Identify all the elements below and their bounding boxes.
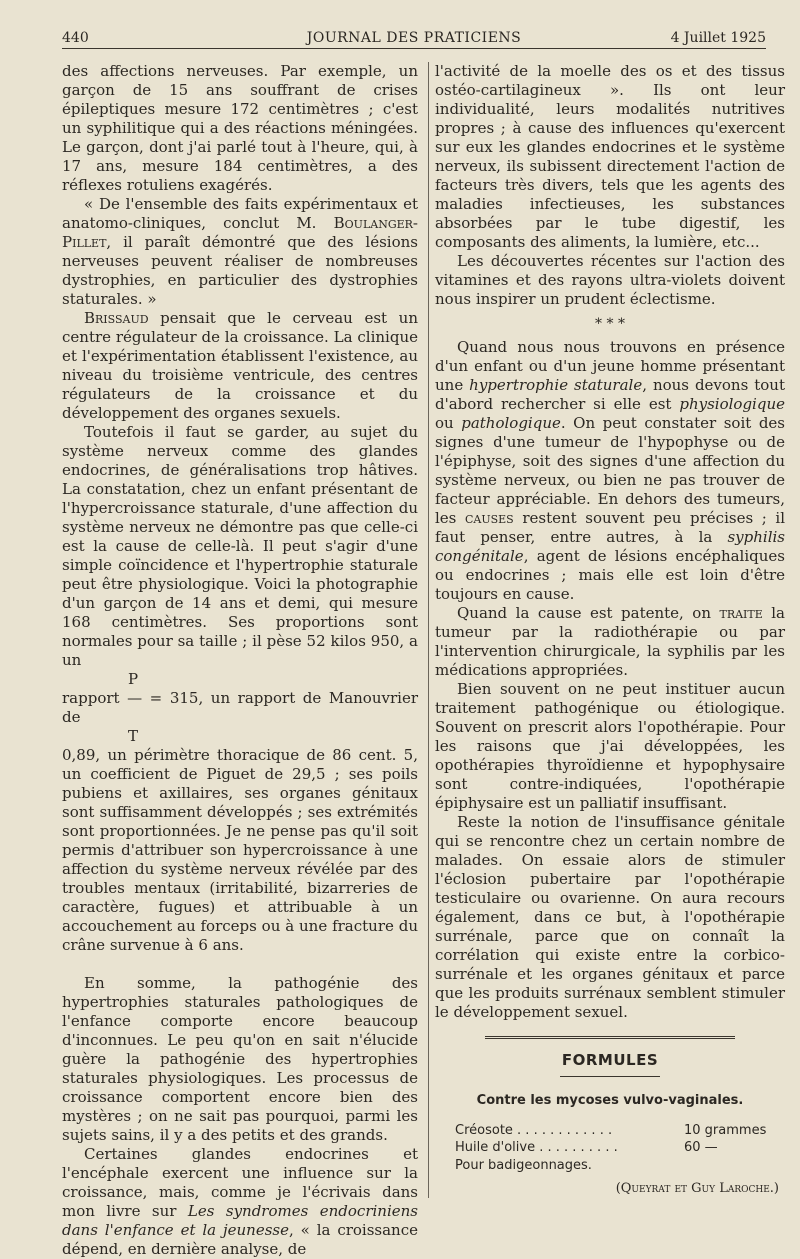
divider xyxy=(485,1036,735,1039)
paragraph: Certaines glandes endocrines et l'encéphale exercent une influence sur la croissance, mais, comme je l'écrivais dans mon livre sur Les syndromes endocriniens dans l'enfance et la jeunesse, « la croissance dépend, en dernière analyse, de xyxy=(62,1145,418,1258)
left-column xyxy=(62,62,418,1259)
signature: (Queyrat et Guy Laroche.) xyxy=(615,1181,779,1196)
author-name: Boulanger-Pillet xyxy=(62,214,418,251)
paragraph: Toutefois il faut se garder, au sujet du système nerveux comme des glandes endocrines, de généralisations trop hâtives. La constatation, chez un enfant présentant de l'hypercroissance staturale, d'une affection du système nerveux ne démontre pas que celle-ci est la cause de celle-là. Il peut s'agir d'une simple coïncidence et l'hypertrophie staturale peut être physiologique. Voici la photographie d'un garçon de 14 ans et demi, qui mesure 168 centimètres. Ses proportions sont normales pour sa taille ; il pèse 52 kilos 950, a un xyxy=(62,423,418,669)
paragraph: Quand nous nous trouvons en présence d'un enfant ou d'un jeune homme présentant une hypertrophie staturale, nous devons tout d'abord rechercher si elle est physiologique ou pathologique. On peut constater soit des signes d'une tumeur de l'hypophyse ou de l'épiphyse, soit des signes d'une affection du système nerveux, ou bien ne pas trouver de facteur appréciable. En dehors des tumeurs, les causes restent souvent peu précises ; il faut penser, entre autres, à la syphilis congénitale, agent de lésions encéphaliques ou endocrines ; mais elle est loin d'être toujours en cause. xyxy=(435,338,785,603)
divider xyxy=(560,1076,660,1077)
author-name: Brissaud xyxy=(84,309,149,327)
fraction-denominator: T xyxy=(128,727,139,745)
ratio-formula xyxy=(62,670,418,746)
paragraph: Les découvertes récentes sur l'action des vitamines et des rayons ultra-violets doivent nous inspirer un prudent éclectisme. xyxy=(435,252,785,308)
recipe-line: Huile d'olive . . . . . . . . . . 60 — xyxy=(455,1140,718,1155)
paragraph: Brissaud pensait que le cerveau est un centre régulateur de la croissance. La clinique et l'expérimentation établissent l'existence, au niveau du troisième ventricule, des centres régulateurs de la croissance et du développement des organes sexuels. xyxy=(62,309,418,422)
paragraph: Quand la cause est patente, on traite la tumeur par la radiothérapie ou par l'intervention chirurgicale, la syphilis par les médications appropriées. xyxy=(435,604,785,679)
page-number: 440 xyxy=(62,30,89,46)
paragraph: des affections nerveuses. Par exemple, un garçon de 15 ans souffrant de crises épileptiques mesure 172 centimètres ; c'est un syphilitique qui a des réactions méningées. Le garçon, dont j'ai parlé tout à l'heure, qui, à 17 ans, mesure 184 centimètres, a des réflexes rotuliens exagérés. xyxy=(62,62,418,194)
paragraph: Reste la notion de l'insuffisance génitale qui se rencontre chez un certain nombre de malades. On essaie alors de stimuler l'éclosion pubertaire par l'opothérapie testiculaire ou ovarienne. On aura recours également, dans ce but, à l'opothérapie surrénale, parce que on connaît la corrélation qui existe entre la corbico-surrénale et les organes génitaux et parce que les produits surrénaux semblent stimuler le développement sexuel. xyxy=(435,813,785,1021)
section-title: FORMULES xyxy=(561,1051,659,1069)
paragraph-quote: « De l'ensemble des faits expérimentaux et anatomo-cliniques, conclut M. Boulanger-Pillet, il paraît démontré que des lésions nerveuses peuvent réaliser de nombreuses dystrophies, en particulier des dystrophies staturales. » xyxy=(62,195,418,308)
journal-title: JOURNAL DES PRATICIENS xyxy=(306,30,522,46)
right-column xyxy=(428,62,785,1198)
issue-date: 4 Juillet 1925 xyxy=(670,30,766,46)
paragraph: l'activité de la moelle des os et des tissus ostéo-cartilagineux ». Ils ont leur individualité, leurs modalités nutritives propres ; à cause des influences qu'exercent sur eux les glandes endocrines et le système nerveux, ils subissent directement l'action de facteurs très divers, tels que les agents des maladies infectieuses, les substances absorbées par le tube digestif, les composants des aliments, la lumière, etc... xyxy=(435,62,785,251)
fraction-line: rapport — = 315, un rapport de Manouvrier de xyxy=(62,689,418,726)
page-header xyxy=(62,26,766,49)
fraction-numerator: P xyxy=(128,670,139,688)
formula-subtitle: Contre les mycoses vulvo-vaginales. xyxy=(476,1093,744,1108)
paragraph: En somme, la pathogénie des hypertrophies staturales pathologiques de l'enfance comporte encore beaucoup d'inconnues. Le peu qu'on en sait n'élucide guère la pathogénie des hypertrophies staturales physiologiques. Les processus de croissance comportent encore bien des mystères ; on ne sait pas pourquoi, parmi les sujets sains, il y a des petits et des grands. xyxy=(62,974,418,1144)
paragraph: 0,89, un périmètre thoracique de 86 cent. 5, un coefficient de Piguet de 29,5 ; ses poils pubiens et axillaires, ses organes génitaux sont suffisamment développés ; ses extrémités sont proportionnées. Je ne pense pas qu'il soit permis d'attribuer son hypercroissance à une affection du système nerveux révélée par des troubles mentaux (irritabilité, bizarreries de caractère, fugues) et attribuable à un accouchement au forceps ou à une fracture du crâne survenue à 6 ans. xyxy=(62,746,418,954)
section-separator: * * * xyxy=(595,316,625,332)
usage-note: Pour badigeonnages. xyxy=(455,1158,592,1173)
recipe-line: Créosote . . . . . . . . . . . . 10 grammes xyxy=(455,1123,767,1138)
paragraph: Bien souvent on ne peut instituer aucun traitement pathogénique ou étiologique. Souvent on prescrit alors l'opothérapie. Pour les raisons que j'ai développées, les opothérapies thyroïdienne et hypophysaire sont contre-indiquées, l'opothérapie épiphysaire est un palliatif insuffisant. xyxy=(435,680,785,812)
book-title: Les syndromes endocriniens dans l'enfance et la jeunesse xyxy=(62,1202,418,1239)
